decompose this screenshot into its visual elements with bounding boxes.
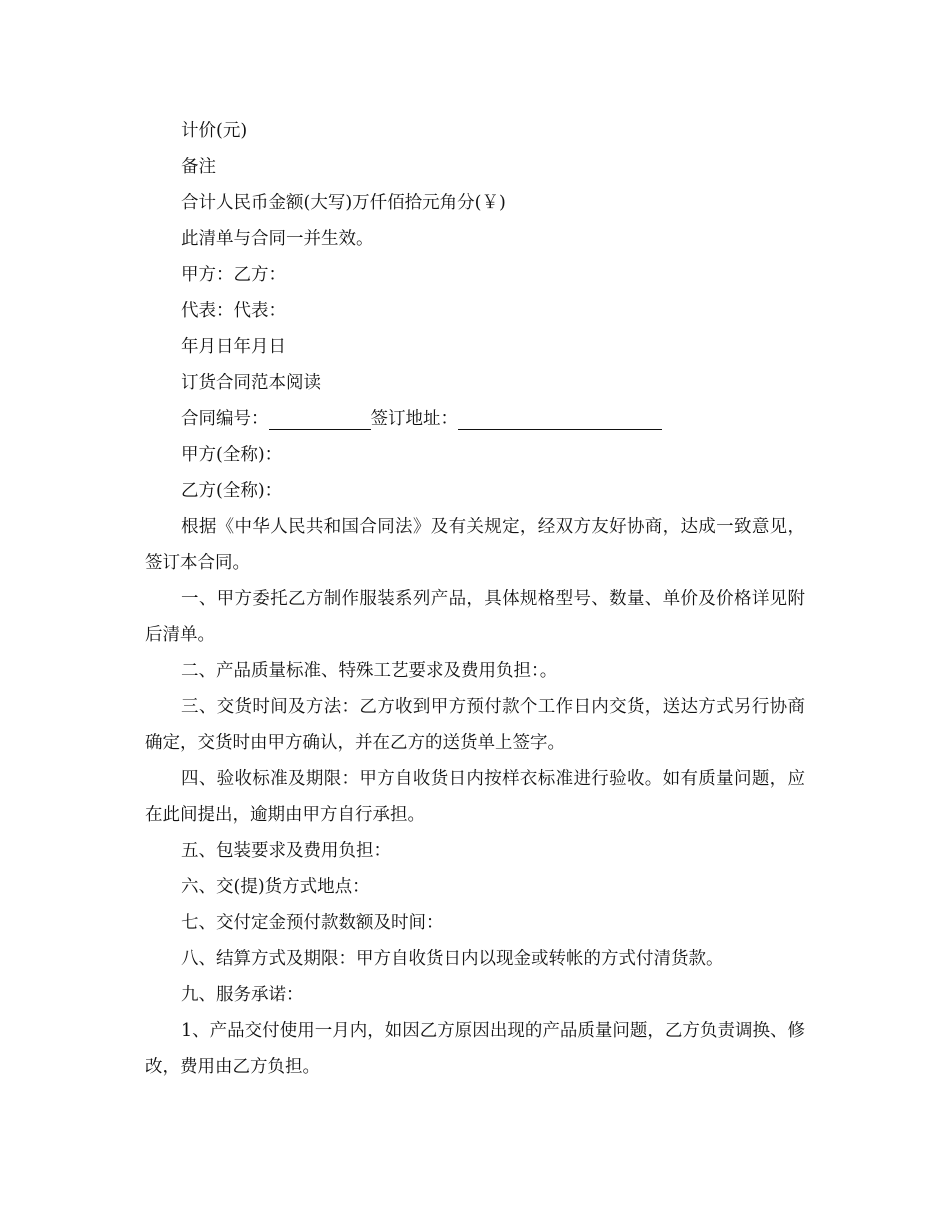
contract-number-line	[145, 401, 805, 437]
party-signature-line: 甲方：乙方：	[181, 265, 286, 285]
date-line: 年月日年月日	[181, 337, 286, 357]
sign-place-blank	[458, 407, 662, 430]
clause-6-paragraph: 六、交(提)货方式地点：	[181, 877, 370, 897]
contract-number-label: 合同编号：	[181, 409, 269, 429]
clause-9-paragraph: 九、服务承诺：	[181, 985, 304, 1005]
clause-5-paragraph: 五、包装要求及费用负担：	[181, 841, 391, 861]
clause-8-paragraph: 八、结算方式及期限：甲方自收货日内以现金或转帐的方式付清货款。	[181, 949, 724, 969]
clause-4-paragraph: 四、验收标准及期限：甲方自收货日内按样衣标准进行验收。如有质量问题，应在此间提出，逾期由甲方自行承担。	[145, 769, 805, 825]
contract-number-blank	[269, 407, 371, 430]
clause-1-paragraph: 一、甲方委托乙方制作服装系列产品，具体规格型号、数量、单价及价格详见附后清单。	[145, 589, 805, 645]
validity-line: 此清单与合同一并生效。	[181, 229, 374, 249]
party-a-full-name-line: 甲方(全称)：	[181, 445, 283, 465]
sign-place-label: 签订地址：	[370, 409, 458, 429]
service-item-1-paragraph: 1、产品交付使用一月内，如因乙方原因出现的产品质量问题，乙方负责调换、修改，费用由乙方负担。	[145, 1021, 805, 1077]
preamble-paragraph: 根据《中华人民共和国合同法》及有关规定，经双方友好协商，达成一致意见，签订本合同。	[145, 517, 805, 573]
party-b-full-name-line: 乙方(全称)：	[181, 481, 283, 501]
remark-line: 备注	[181, 157, 216, 177]
total-amount-line: 合计人民币金额(大写)万仟佰拾元角分(￥)	[181, 193, 506, 213]
clause-3-paragraph: 三、交货时间及方法：乙方收到甲方预付款个工作日内交货，送达方式另行协商确定，交货时由甲方确认，并在乙方的送货单上签字。	[145, 697, 805, 753]
document-page	[145, 113, 805, 1085]
contract-heading: 订货合同范本阅读	[181, 373, 321, 393]
price-unit-line: 计价(元)	[181, 121, 248, 141]
representative-line: 代表：代表：	[181, 301, 286, 321]
clause-7-paragraph: 七、交付定金预付款数额及时间：	[181, 913, 444, 933]
clause-2-paragraph: 二、产品质量标准、特殊工艺要求及费用负担：。	[181, 661, 558, 681]
